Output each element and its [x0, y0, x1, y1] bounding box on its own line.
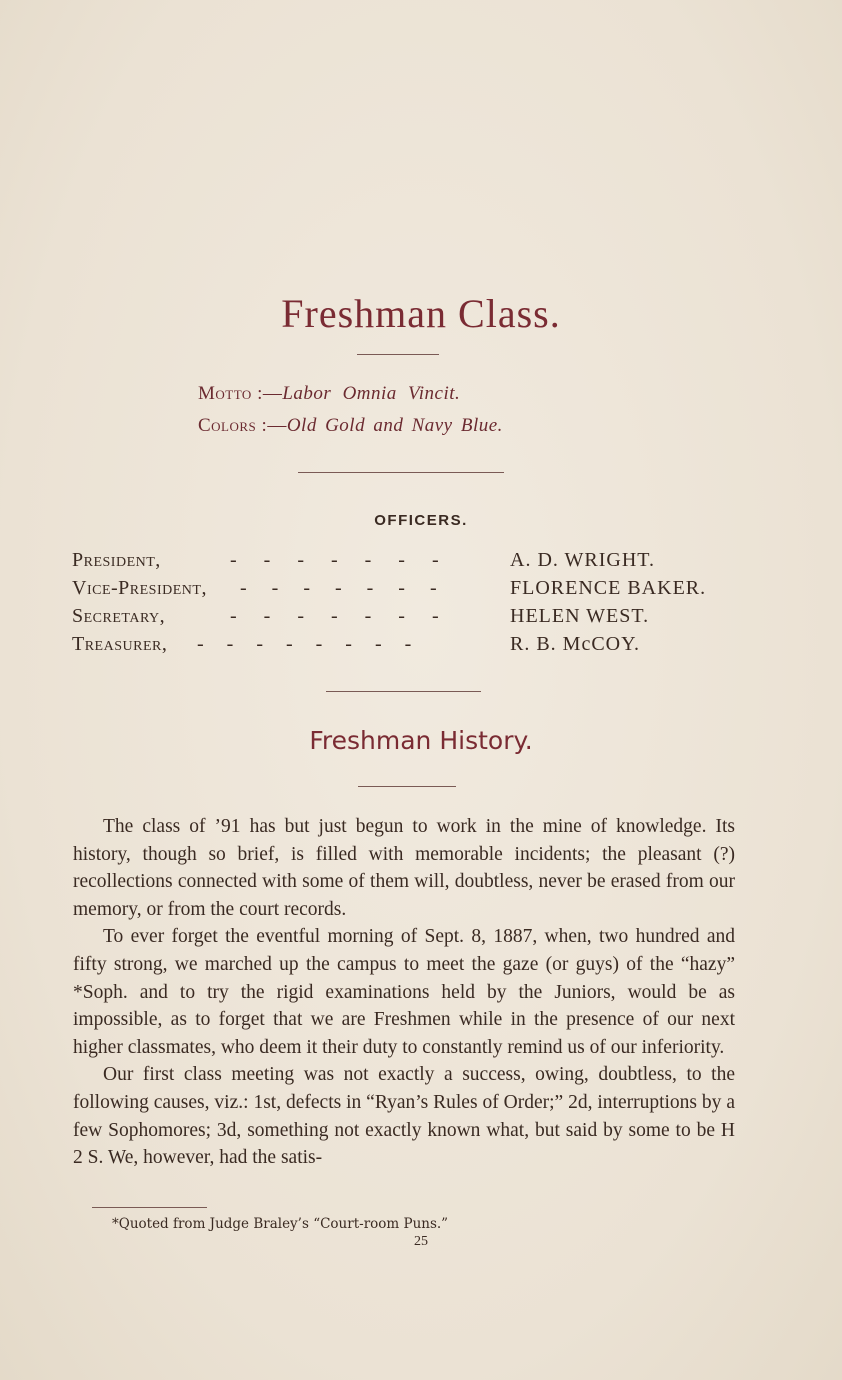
colors-line	[198, 415, 503, 437]
officer-role: Treasurer,	[72, 633, 168, 655]
paragraph: The class of ’91 has but just begun to work in the mine of knowledge. Its history, though so brief, is filled with memorable incidents; the pleasant (?) recollections connected with some of them will, doubtless, never be erased from our memory, or from the court records.	[73, 816, 735, 920]
colors-value: Old Gold and Navy Blue.	[286, 415, 503, 436]
page-title: Freshman Class.	[281, 291, 561, 336]
officer-leader: - - - - - - -	[240, 577, 447, 599]
paragraph: Our first class meeting was not exactly a success, owing, doubtless, to the following causes, viz.: 1st, defects in “Ryan’s Rules of Order;” 2d, interruptions by a few Sophomores; 3d, something not exactly known what, but said by some to be H 2 S. We, however, had the satis-	[73, 1064, 735, 1169]
officer-row	[72, 577, 772, 605]
section-rule	[298, 472, 504, 473]
officer-role: Secretary,	[72, 605, 166, 627]
officer-name: A. D. WRIGHT.	[510, 549, 656, 571]
history-body	[73, 813, 735, 1172]
paragraph: To ever forget the eventful morning of Sept. 8, 1887, when, two hundred and fifty strong, we marched up the campus to meet the gaze (or guys) of the “hazy” *Soph. and to try the rigid examinations held by the Juniors, would be as impossible, as to forget that we are Freshmen while in the presence of our next higher classmates, who deem it their duty to constantly remind us of our inferiority.	[73, 926, 735, 1058]
motto-label: Motto :—	[198, 383, 283, 404]
officers-rule	[326, 691, 481, 692]
footnote-rule	[92, 1207, 207, 1208]
officer-role: Vice-President,	[72, 577, 207, 599]
officer-leader: - - - - - - - -	[197, 633, 421, 655]
officer-row	[72, 605, 772, 633]
officer-role: President,	[72, 549, 161, 571]
officer-name: HELEN WEST.	[510, 605, 650, 627]
title-rule	[357, 354, 439, 355]
officer-leader: - - - - - - -	[230, 549, 450, 571]
officer-row	[72, 549, 772, 577]
history-title: Freshman History.	[309, 726, 533, 755]
motto-line	[198, 383, 460, 405]
colors-label: Colors :—	[198, 415, 287, 436]
footnote: *Quoted from Judge Braley’s “Court-room Puns.”	[112, 1216, 449, 1232]
officer-leader: - - - - - - -	[230, 605, 450, 627]
officers-heading: OFFICERS.	[374, 512, 468, 529]
history-rule	[358, 786, 456, 787]
officer-row	[72, 633, 772, 661]
motto-value: Labor Omnia Vincit.	[282, 383, 461, 404]
officer-name: R. B. McCOY.	[510, 633, 640, 655]
page-number: 25	[414, 1234, 428, 1249]
officer-name: FLORENCE BAKER.	[510, 577, 707, 599]
